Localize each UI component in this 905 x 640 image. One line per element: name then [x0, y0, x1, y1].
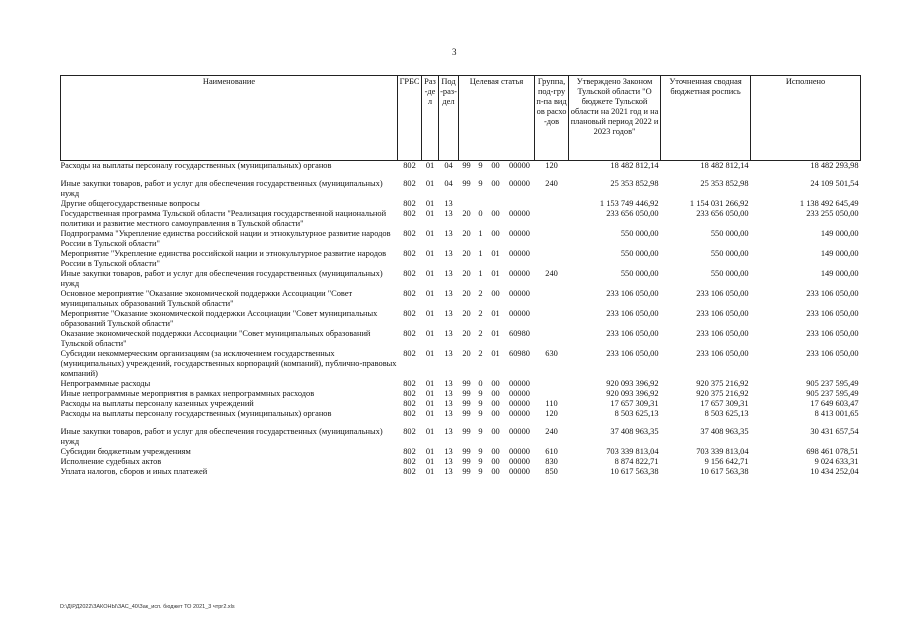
row-executed: 24 109 501,54 [810, 179, 859, 188]
row-approved: 920 093 396,92 [606, 389, 659, 398]
row-executed: 30 431 657,54 [810, 427, 859, 436]
row-grbs: 802 [403, 179, 416, 188]
row-executed: 18 482 293,98 [810, 161, 859, 170]
row-target-direction: 00000 [509, 179, 530, 188]
row-approved: 8 874 822,71 [614, 457, 659, 466]
row-target-activity: 00 [491, 389, 500, 398]
row-name: Основное мероприятие "Оказание экономической поддержки Ассоциации "Совет муниципальных образований Тульской области" [60, 289, 353, 308]
row-target-program: 20 [462, 349, 471, 358]
row-podrazdel: 13 [444, 379, 453, 388]
row-target-subprogram: 2 [478, 289, 483, 298]
row-target-subprogram: 2 [478, 309, 483, 318]
row-target-activity: 00 [491, 457, 500, 466]
row-target-direction: 00000 [509, 289, 530, 298]
row-target-subprogram: 1 [478, 249, 483, 258]
row-razdel: 01 [425, 399, 435, 408]
row-executed: 233 255 050,00 [806, 209, 859, 218]
row-podrazdel: 13 [444, 209, 453, 218]
table-row [61, 379, 861, 389]
row-executed: 233 106 050,00 [806, 309, 859, 318]
header-vr: Группа, под-груп-па видов расхо-дов [535, 76, 569, 161]
row-name: Субсидии бюджетным учреждениям [60, 447, 191, 456]
row-executed: 10 434 252,04 [810, 467, 859, 476]
row-executed: 17 649 603,47 [810, 399, 859, 408]
row-target-direction: 00000 [509, 427, 530, 436]
row-name: Иные закупки товаров, работ и услуг для обеспечения государственных (муниципальных) нужд [60, 427, 383, 446]
row-target-direction: 00000 [509, 379, 530, 388]
table-row [61, 409, 861, 427]
row-razdel: 01 [425, 209, 435, 218]
row-podrazdel: 13 [444, 289, 453, 298]
row-approved: 703 339 813,04 [606, 447, 659, 456]
row-target-subprogram: 0 [478, 379, 483, 388]
row-target-subprogram: 0 [478, 209, 483, 218]
row-target-activity: 00 [491, 379, 500, 388]
table-body [61, 161, 861, 478]
row-name: Уплата налогов, сборов и иных платежей [60, 467, 208, 476]
header-podrazdel: Под-раз-дел [439, 76, 459, 161]
row-expense-type: 120 [545, 409, 558, 418]
row-target-activity: 00 [491, 229, 500, 238]
table-row [61, 349, 861, 379]
row-target-activity: 01 [491, 329, 500, 338]
row-grbs: 802 [403, 209, 416, 218]
row-name: Субсидии некоммерческим организациям (за исключением государственных (муниципальных) учреждений, государственных корпораций (компаний), публично-правовых компаний) [60, 349, 397, 378]
table-row [61, 161, 861, 180]
row-expense-type: 120 [545, 161, 558, 170]
row-refined: 37 408 963,35 [700, 427, 749, 436]
row-target-direction: 00000 [509, 399, 530, 408]
row-expense-type: 110 [545, 399, 558, 408]
row-approved: 233 106 050,00 [606, 309, 659, 318]
row-refined: 18 482 812,14 [700, 161, 749, 170]
row-razdel: 01 [425, 289, 435, 298]
row-approved: 233 656 050,00 [606, 209, 659, 218]
row-podrazdel: 13 [444, 389, 453, 398]
row-refined: 17 657 309,31 [700, 399, 749, 408]
row-grbs: 802 [403, 329, 416, 338]
row-target-program: 20 [462, 209, 471, 218]
row-podrazdel: 13 [444, 409, 453, 418]
row-podrazdel: 13 [444, 309, 453, 318]
row-name: Государственная программа Тульской области "Реализация государственной национальной политики и развитие местного самоуправления в Тульской области" [60, 209, 387, 228]
row-refined: 920 375 216,92 [696, 389, 749, 398]
row-refined: 550 000,00 [710, 249, 749, 258]
row-razdel: 01 [425, 161, 435, 170]
row-name: Мероприятие "Укрепление единства российской нации и этнокультурное развитие народов России в Тульской области" [60, 249, 387, 268]
row-executed: 233 106 050,00 [806, 349, 859, 358]
row-refined: 233 106 050,00 [696, 289, 749, 298]
row-target-subprogram: 9 [478, 427, 483, 436]
row-target-subprogram: 9 [478, 409, 483, 418]
row-target-direction: 60980 [509, 329, 530, 338]
row-target-subprogram: 9 [478, 457, 483, 466]
row-target-subprogram: 2 [478, 349, 483, 358]
row-target-direction: 00000 [509, 249, 530, 258]
row-expense-type: 630 [545, 349, 558, 358]
row-razdel: 01 [425, 427, 435, 436]
row-approved: 920 093 396,92 [606, 379, 659, 388]
row-target-program: 99 [462, 399, 471, 408]
row-name: Непрограммные расходы [60, 379, 151, 388]
row-expense-type: 240 [545, 269, 558, 278]
row-razdel: 01 [425, 179, 435, 188]
row-podrazdel: 13 [444, 199, 453, 208]
row-target-subprogram: 9 [478, 161, 483, 170]
row-refined: 1 154 031 266,92 [689, 199, 749, 208]
row-grbs: 802 [403, 389, 416, 398]
row-target-program: 20 [462, 289, 471, 298]
row-name: Мероприятие "Оказание экономической поддержки Ассоциации "Совет муниципальных образований Тульской области" [60, 309, 378, 328]
row-refined: 233 106 050,00 [696, 309, 749, 318]
table-row [61, 467, 861, 477]
row-target-activity: 00 [491, 209, 500, 218]
header-target: Целевая статья [459, 76, 535, 161]
row-razdel: 01 [425, 467, 435, 476]
row-razdel: 01 [425, 329, 435, 338]
row-target-direction: 00000 [509, 309, 530, 318]
row-grbs: 802 [403, 161, 416, 170]
row-target-direction: 00000 [509, 209, 530, 218]
table-row [61, 199, 861, 209]
row-target-activity: 01 [491, 349, 500, 358]
row-approved: 17 657 309,31 [610, 399, 659, 408]
row-razdel: 01 [425, 389, 435, 398]
row-name: Подпрограмма "Укрепление единства российской нации и этнокультурное развитие народов России в Тульской области" [60, 229, 391, 248]
row-refined: 920 375 216,92 [696, 379, 749, 388]
row-target-activity: 00 [491, 289, 500, 298]
row-refined: 8 503 625,13 [704, 409, 749, 418]
row-target-subprogram: 2 [478, 329, 483, 338]
row-executed: 8 413 001,65 [814, 409, 859, 418]
row-target-program: 20 [462, 329, 471, 338]
table-row [61, 329, 861, 349]
row-expense-type: 240 [545, 179, 558, 188]
row-grbs: 802 [403, 249, 416, 258]
row-grbs: 802 [403, 427, 416, 436]
table-header-row [61, 76, 861, 161]
row-target-activity: 00 [491, 467, 500, 476]
page-number: 3 [452, 47, 457, 57]
row-target-program: 99 [462, 161, 471, 170]
row-razdel: 01 [425, 269, 435, 278]
row-target-subprogram: 9 [478, 467, 483, 476]
row-target-program: 99 [462, 457, 471, 466]
row-razdel: 01 [425, 457, 435, 466]
row-target-activity: 01 [491, 249, 500, 258]
row-grbs: 802 [403, 467, 416, 476]
row-razdel: 01 [425, 309, 435, 318]
row-expense-type: 610 [545, 447, 558, 456]
row-target-direction: 00000 [509, 389, 530, 398]
row-target-program: 99 [462, 379, 471, 388]
row-approved: 550 000,00 [620, 269, 659, 278]
row-podrazdel: 04 [444, 179, 453, 188]
header-name: Наименование [61, 76, 398, 161]
row-refined: 233 656 050,00 [696, 209, 749, 218]
row-target-program: 99 [462, 447, 471, 456]
row-target-subprogram: 9 [478, 447, 483, 456]
row-refined: 550 000,00 [710, 229, 749, 238]
row-refined: 703 339 813,04 [696, 447, 749, 456]
row-refined: 233 106 050,00 [696, 329, 749, 338]
row-podrazdel: 13 [444, 249, 453, 258]
row-target-activity: 00 [491, 409, 500, 418]
row-target-program: 99 [462, 389, 471, 398]
row-target-activity [487, 199, 505, 209]
table-row [61, 179, 861, 199]
footer-file-path: D:\Д\РД2022\ЗАКОНЫ\ЗАС_40\Зак_исп. бюджет ТО 2021_3 чтрг2.xls [60, 604, 235, 610]
row-target-direction: 00000 [509, 409, 530, 418]
row-podrazdel: 13 [444, 467, 453, 476]
budget-table [60, 75, 861, 477]
header-grbs: ГРБС [398, 76, 422, 161]
header-razdel: Раз-дел [422, 76, 439, 161]
row-podrazdel: 13 [444, 457, 453, 466]
row-grbs: 802 [403, 349, 416, 358]
row-razdel: 01 [425, 249, 435, 258]
row-target-direction: 00000 [509, 467, 530, 476]
row-grbs: 802 [403, 199, 416, 208]
row-target-activity: 00 [491, 161, 500, 170]
row-refined: 9 156 642,71 [704, 457, 749, 466]
row-grbs: 802 [403, 447, 416, 456]
row-podrazdel: 13 [444, 447, 453, 456]
table-row [61, 269, 861, 289]
row-target-direction: 00000 [509, 269, 530, 278]
table-row [61, 447, 861, 457]
row-target-program: 20 [462, 269, 471, 278]
row-executed: 905 237 595,49 [806, 379, 859, 388]
table-row [61, 229, 861, 249]
row-target-program: 20 [462, 249, 471, 258]
row-podrazdel: 04 [444, 161, 453, 170]
row-podrazdel: 13 [444, 427, 453, 436]
row-target-direction: 00000 [509, 447, 530, 456]
row-grbs: 802 [403, 457, 416, 466]
row-approved: 37 408 963,35 [610, 427, 659, 436]
header-refined: Уточненная сводная бюджетная роспись [661, 76, 751, 161]
row-podrazdel: 13 [444, 349, 453, 358]
row-razdel: 01 [425, 409, 435, 418]
row-executed: 698 461 078,51 [806, 447, 859, 456]
row-refined: 10 617 563,38 [700, 467, 749, 476]
row-target-direction: 00000 [509, 457, 530, 466]
row-executed: 233 106 050,00 [806, 289, 859, 298]
table-row [61, 209, 861, 229]
table-row [61, 399, 861, 409]
row-target-program: 99 [462, 409, 471, 418]
table-row [61, 427, 861, 447]
row-expense-type [535, 249, 569, 269]
row-grbs: 802 [403, 309, 416, 318]
row-name: Иные закупки товаров, работ и услуг для обеспечения государственных (муниципальных) нужд [60, 269, 383, 288]
row-executed: 149 000,00 [820, 249, 859, 258]
row-razdel: 01 [425, 229, 435, 238]
row-executed: 233 106 050,00 [806, 329, 859, 338]
row-target-program: 20 [462, 229, 471, 238]
table-row [61, 289, 861, 309]
row-approved: 233 106 050,00 [606, 289, 659, 298]
row-name: Исполнение судебных актов [60, 457, 162, 466]
row-target-activity: 00 [491, 447, 500, 456]
row-name: Иные непрограммные мероприятия в рамках непрограммных расходов [60, 389, 315, 398]
row-approved: 8 503 625,13 [614, 409, 659, 418]
row-expense-type: 830 [545, 457, 558, 466]
row-name: Оказание экономической поддержки Ассоциации "Совет муниципальных образований Тульской области" [60, 329, 371, 348]
table-row [61, 457, 861, 467]
row-approved: 25 353 852,98 [610, 179, 659, 188]
row-target-subprogram: 9 [478, 179, 483, 188]
row-refined: 233 106 050,00 [696, 349, 749, 358]
row-expense-type [535, 229, 569, 249]
row-expense-type: 850 [545, 467, 558, 476]
row-grbs: 802 [403, 269, 416, 278]
row-expense-type [535, 379, 569, 389]
header-approved: Утверждено Законом Тульской области "О бюджете Тульской области на 2021 год и на плановый период 2022 и 2023 годов" [569, 76, 661, 161]
row-target-subprogram: 1 [478, 269, 483, 278]
row-target-activity: 00 [491, 427, 500, 436]
row-target-direction: 00000 [509, 161, 530, 170]
row-target-subprogram: 9 [478, 399, 483, 408]
row-grbs: 802 [403, 289, 416, 298]
row-target-subprogram: 9 [478, 389, 483, 398]
row-approved: 233 106 050,00 [606, 349, 659, 358]
row-target-activity: 00 [491, 399, 500, 408]
row-expense-type [535, 309, 569, 329]
row-target-direction: 00000 [509, 229, 530, 238]
header-executed: Исполнено [751, 76, 861, 161]
row-target-program: 99 [462, 467, 471, 476]
row-target-subprogram: 1 [478, 229, 483, 238]
row-expense-type [535, 389, 569, 399]
row-razdel: 01 [425, 349, 435, 358]
row-target-activity: 00 [491, 179, 500, 188]
row-podrazdel: 13 [444, 229, 453, 238]
row-target-program: 99 [462, 179, 471, 188]
row-name: Расходы на выплаты персоналу государственных (муниципальных) органов [60, 409, 332, 418]
row-refined: 550 000,00 [710, 269, 749, 278]
row-podrazdel: 13 [444, 399, 453, 408]
row-approved: 1 153 749 446,92 [599, 199, 659, 208]
row-name: Расходы на выплаты персоналу государственных (муниципальных) органов [60, 161, 332, 170]
row-executed: 149 000,00 [820, 229, 859, 238]
table-row [61, 309, 861, 329]
row-grbs: 802 [403, 409, 416, 418]
row-target-direction [505, 199, 535, 209]
row-expense-type [535, 329, 569, 349]
row-target-program: 99 [462, 427, 471, 436]
row-podrazdel: 13 [444, 269, 453, 278]
row-executed: 9 024 633,31 [814, 457, 859, 466]
row-target-subprogram [475, 199, 487, 209]
row-approved: 550 000,00 [620, 229, 659, 238]
row-approved: 10 617 563,38 [610, 467, 659, 476]
row-razdel: 01 [425, 379, 435, 388]
row-razdel: 01 [425, 199, 435, 208]
row-target-program [459, 199, 475, 209]
row-expense-type [535, 199, 569, 209]
row-target-activity: 01 [491, 269, 500, 278]
row-grbs: 802 [403, 399, 416, 408]
row-expense-type: 240 [545, 427, 558, 436]
row-executed: 149 000,00 [820, 269, 859, 278]
row-executed: 1 138 492 645,49 [799, 199, 859, 208]
row-target-direction: 60980 [509, 349, 530, 358]
row-expense-type [535, 209, 569, 229]
row-name: Иные закупки товаров, работ и услуг для обеспечения государственных (муниципальных) нужд [60, 179, 383, 198]
row-approved: 18 482 812,14 [610, 161, 659, 170]
row-podrazdel: 13 [444, 329, 453, 338]
row-grbs: 802 [403, 229, 416, 238]
row-razdel: 01 [425, 447, 435, 456]
table-row [61, 389, 861, 399]
table-row [61, 249, 861, 269]
row-name: Другие общегосударственные вопросы [60, 199, 200, 208]
row-refined: 25 353 852,98 [700, 179, 749, 188]
row-executed: 905 237 595,49 [806, 389, 859, 398]
row-grbs: 802 [403, 379, 416, 388]
row-name: Расходы на выплаты персоналу казенных учреждений [60, 399, 254, 408]
row-approved: 550 000,00 [620, 249, 659, 258]
row-target-program: 20 [462, 309, 471, 318]
row-target-activity: 01 [491, 309, 500, 318]
row-approved: 233 106 050,00 [606, 329, 659, 338]
row-expense-type [535, 289, 569, 309]
